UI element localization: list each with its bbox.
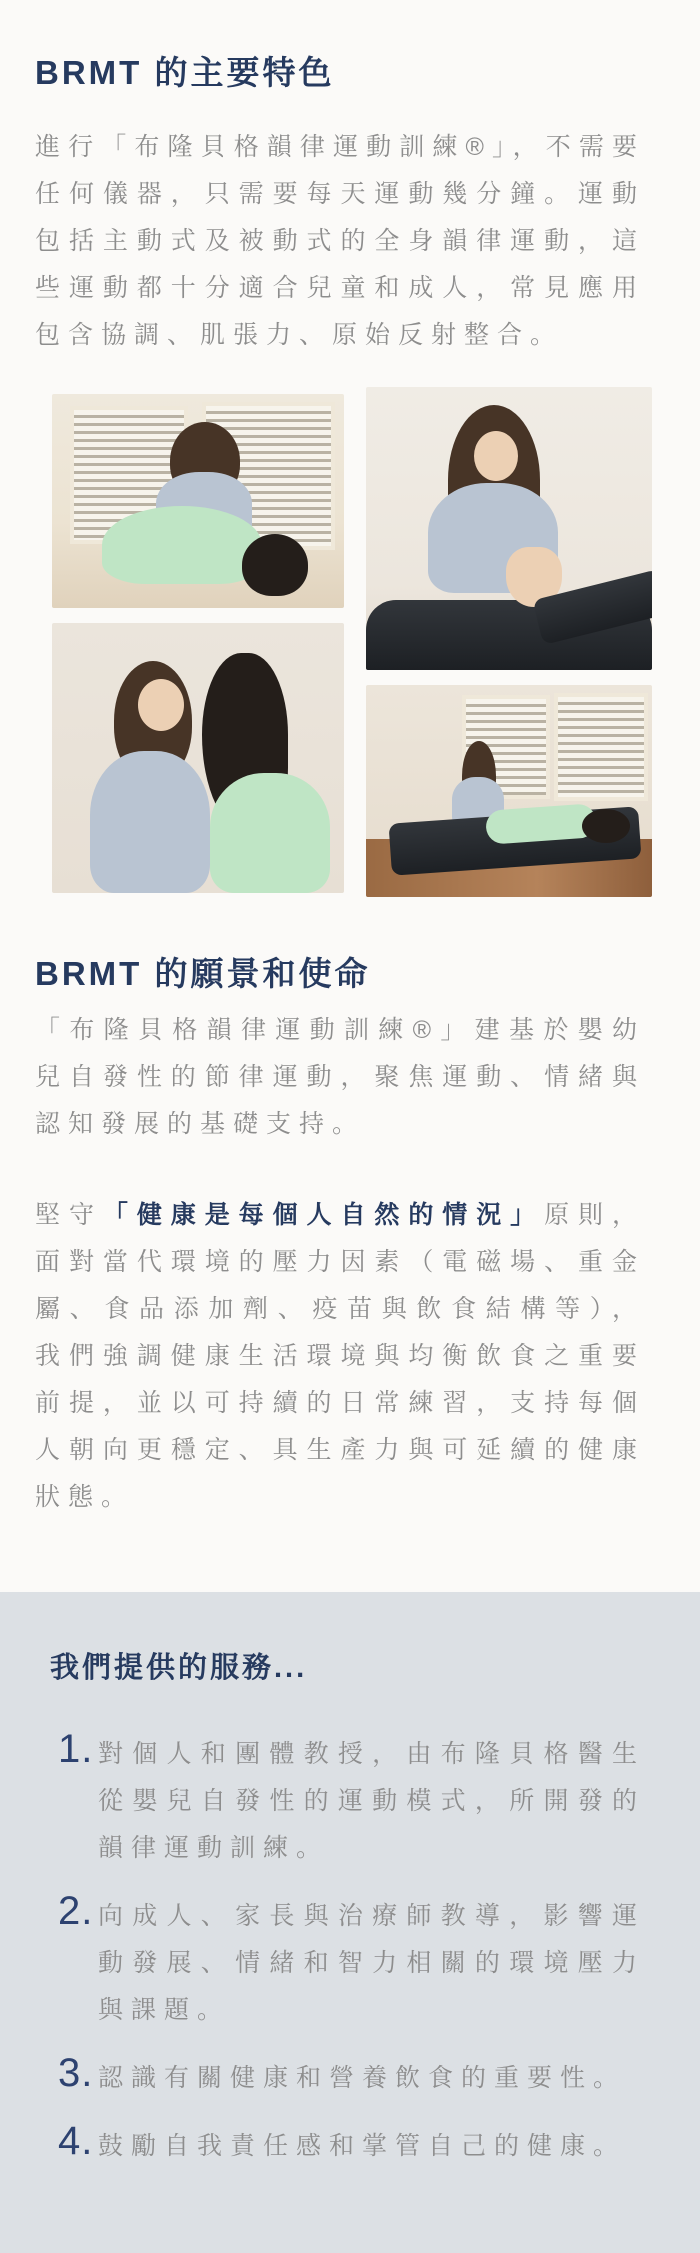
vision-paragraph-1: 「布隆貝格韻律運動訓練®」建基於嬰幼兒自發性的節律運動，聚焦運動、情緒與認知發展的基礎支持。 — [35, 1016, 645, 1138]
service-item-number: 1. — [58, 1727, 94, 1771]
person-shirt-shape — [102, 506, 262, 584]
person-face-shape — [474, 431, 518, 481]
vision-paragraph-2-prefix: 堅守 — [35, 1201, 103, 1229]
services-heading: 我們提供的服務... — [50, 1652, 308, 1684]
person-shirt-shape — [90, 751, 210, 893]
features-heading: BRMT 的主要特色 — [35, 54, 335, 91]
person-hair-shape — [582, 809, 630, 843]
vision-paragraph-2 — [35, 1192, 645, 1521]
therapist-guiding-forward-bend-photo — [52, 394, 344, 608]
photo-column-right — [366, 387, 652, 897]
photo-grid — [52, 387, 652, 897]
service-item-text: 向成人、家長與治療師教導，影響運動發展、情緒和智力相關的環境壓力與課題。 — [98, 1902, 645, 2024]
service-item-2 — [58, 1888, 645, 2034]
therapist-holding-client-feet-photo — [366, 387, 652, 670]
vision-heading: BRMT 的願景和使命 — [35, 955, 371, 992]
service-item-1 — [58, 1726, 645, 1872]
vision-paragraph-2-highlight: 「健康是每個人自然的情況」 — [102, 1201, 545, 1229]
window-blinds-shape — [554, 693, 648, 801]
service-item-text: 認識有關健康和營養飲食的重要性。 — [98, 2064, 627, 2092]
person-shirt-shape — [210, 773, 330, 893]
therapist-talking-with-client-photo — [52, 623, 344, 893]
services-section — [0, 1592, 700, 2253]
person-hair-shape — [242, 534, 308, 596]
service-item-text: 對個人和團體教授，由布隆貝格醫生從嬰兒自發性的運動模式，所開發的韻律運動訓練。 — [98, 1740, 645, 1862]
services-list — [50, 1726, 645, 2170]
person-face-shape — [138, 679, 184, 731]
service-item-3 — [58, 2050, 645, 2102]
service-item-text: 鼓勵自我責任感和掌管自己的健康。 — [98, 2132, 627, 2160]
vision-paragraph-2-suffix: 原則，面對當代環境的壓力因素（電磁場、重金屬、食品添加劑、疫苗與飲食結構等），我們強調健康生活環境與均衡飲食之重要前提，並以可持續的日常練習，支持每個人朝向更穩定、具生產力與可延續的健康狀態。 — [35, 1201, 645, 1511]
client-lying-on-treatment-table-photo — [366, 685, 652, 897]
features-paragraph: 進行「布隆貝格韻律運動訓練®」，不需要任何儀器，只需要每天運動幾分鐘。運動包括主動式及被動式的全身韻律運動，這些運動都十分適合兒童和成人，常見應用包含協調、肌張力、原始反射整合。 — [35, 133, 645, 349]
service-item-number: 2. — [58, 1889, 94, 1933]
service-item-number: 4. — [58, 2119, 94, 2163]
photo-column-left — [52, 394, 344, 897]
service-item-4 — [58, 2118, 645, 2170]
service-item-number: 3. — [58, 2051, 94, 2095]
